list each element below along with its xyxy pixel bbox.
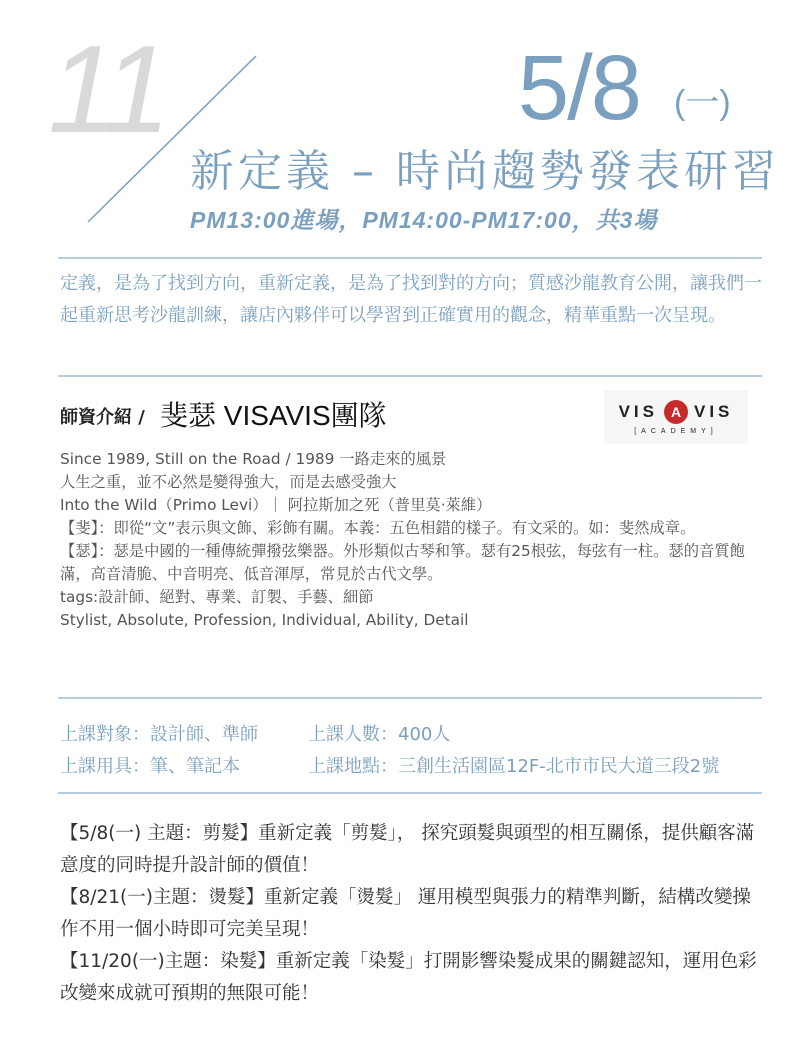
issue-number: 11: [48, 21, 165, 159]
logo-subtitle: [ACADEMY]: [634, 428, 718, 435]
session-item: 【5/8(一) 主題：剪髮】重新定義「剪髮」， 探究頭髮與頭型的相互關係，提供顧客滿意度的同時提升設計師的價值！: [60, 823, 755, 876]
bio-line: 【瑟】：瑟是中國的一種傳統彈撥弦樂器。外形類似古琴和箏。瑟有25根弦，每弦有一柱。瑟的音質飽滿，高音清脆、中音明亮、低音渾厚，常見於古代文學。: [60, 542, 745, 583]
event-title: 新定義 – 時尚趨勢發表研習: [190, 146, 780, 197]
speaker-name: 斐瑟 VISAVIS團隊: [160, 400, 387, 431]
logo-text-right: VIS: [694, 402, 734, 421]
speaker-bio: [60, 448, 770, 632]
logo-mark: A: [664, 400, 688, 424]
course-audience: 上課對象：設計師、準師: [60, 724, 258, 745]
bio-line: 人生之重，並不必然是變得強大，而是去感受強大: [60, 473, 397, 491]
course-capacity: 上課人數：400人: [308, 724, 451, 745]
divider: [58, 792, 762, 794]
bio-tags: tags:設計師、絕對、專業、訂製、手藝、細節: [60, 588, 374, 606]
event-time: PM13:00進場，PM14:00-PM17:00，共3場: [190, 207, 658, 233]
session-schedule: [60, 818, 766, 1010]
bio-line: 【斐】：即從“文”表示與文飾、彩飾有關。本義：五色相錯的樣子。有文采的。如：斐然成章。: [60, 519, 696, 537]
session-item: 【11/20(一)主題：染髮】重新定義「染髮」打開影響染髮成果的關鍵認知，運用色彩改變來成就可預期的無限可能！: [60, 951, 757, 1004]
event-weekday: (一): [674, 84, 731, 122]
intro-paragraph: 定義，是為了找到方向，重新定義，是為了找到對的方向；質感沙龍教育公開，讓我們一起重新思考沙龍訓練，讓店內夥伴可以學習到正確實用的觀念，精華重點一次呈現。: [60, 273, 762, 326]
event-date: 5/8: [518, 37, 640, 139]
bio-line: Since 1989, Still on the Road / 1989 一路走來的風景: [60, 450, 447, 468]
divider: [58, 375, 762, 377]
speaker-label: 師資介紹 /: [60, 407, 145, 428]
visavis-logo: [604, 390, 748, 444]
divider: [58, 697, 762, 699]
course-location: 上課地點：三創生活園區12F-北市市民大道三段2號: [308, 756, 720, 777]
logo-text-left: VIS: [618, 402, 658, 421]
bio-tags-english: Stylist, Absolute, Profession, Individual, Ability, Detail: [60, 611, 469, 629]
divider: [58, 257, 762, 259]
bio-line: Into the Wild（Primo Levi）｜ 阿拉斯加之死（普里莫·萊維）: [60, 496, 492, 514]
course-supplies: 上課用具：筆、筆記本: [60, 756, 240, 777]
session-item: 【8/21(一)主題：燙髮】重新定義「燙髮」 運用模型與張力的精準判斷，結構改變操作不用一個小時即可完美呈現！: [60, 887, 751, 940]
